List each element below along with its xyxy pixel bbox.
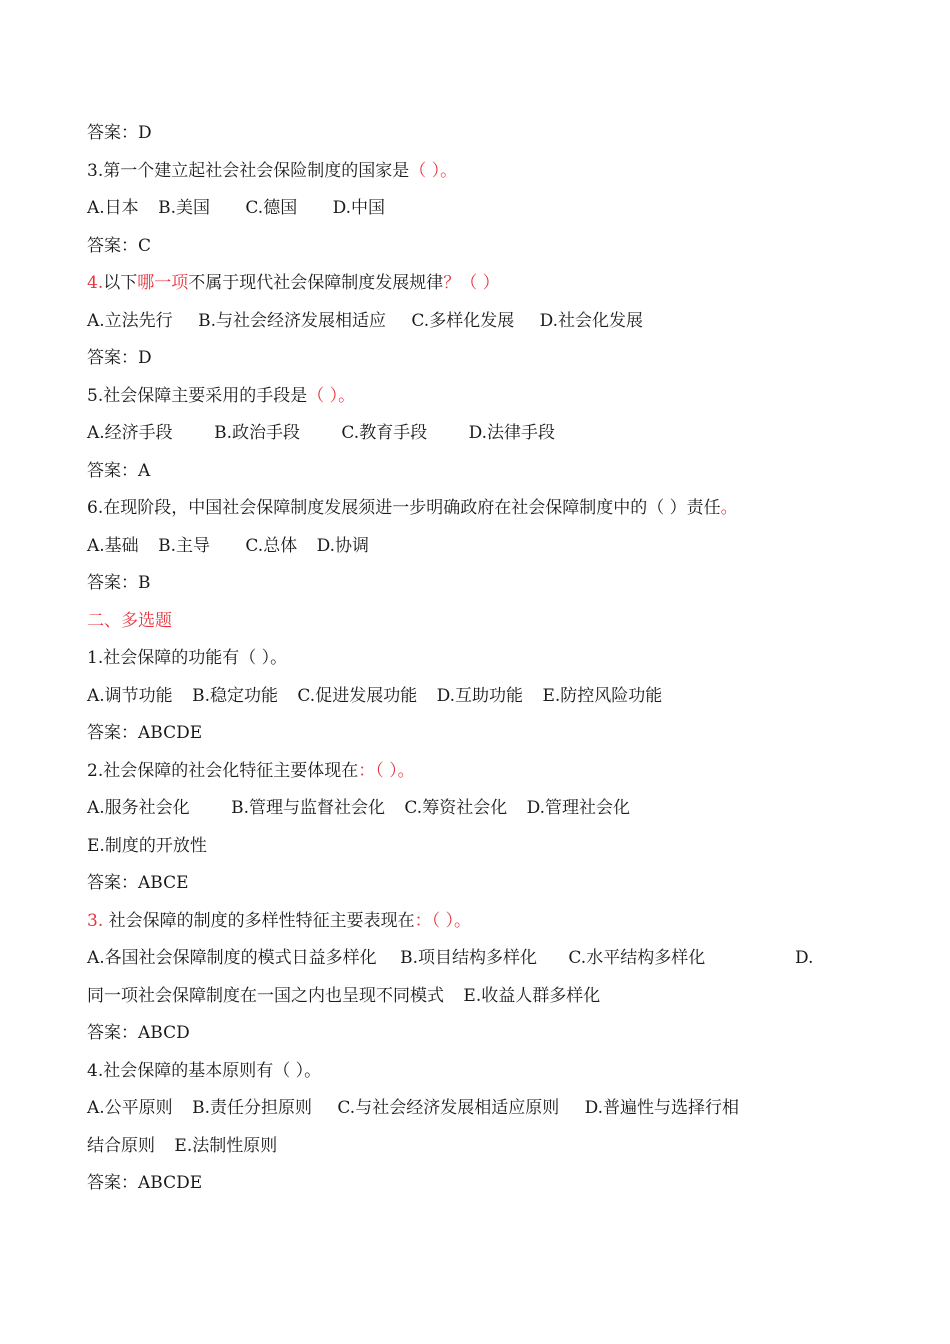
answer-text: 答案：ABCD bbox=[87, 1023, 190, 1043]
answer-text: 答案：D bbox=[87, 348, 152, 368]
document-page bbox=[87, 118, 827, 1206]
question-text: 2.社会保障的社会化特征主要体现在 bbox=[87, 760, 359, 781]
question-blank: ？（ ） bbox=[443, 273, 500, 293]
options-q6 bbox=[87, 531, 827, 569]
options-m3 bbox=[87, 943, 827, 981]
options-q5 bbox=[87, 418, 827, 456]
answer-text: 答案：A bbox=[87, 460, 151, 481]
option-b: B.管理与监督社会化 bbox=[231, 798, 385, 818]
option-c: C.促进发展功能 bbox=[297, 685, 418, 706]
option-e: E.法制性原则 bbox=[174, 1135, 278, 1156]
option-a: A.经济手段 bbox=[87, 423, 173, 443]
question-text: 6.在现阶段，中国社会保障制度发展须进一步明确政府在社会保障制度中的（ ）责任 bbox=[87, 498, 721, 518]
option-b: B.主导 bbox=[158, 535, 210, 556]
answer-line bbox=[87, 1018, 827, 1056]
multi-question-1 bbox=[87, 643, 827, 681]
option-d: D.协调 bbox=[316, 535, 370, 556]
option-b: B.美国 bbox=[158, 198, 210, 218]
option-d-text: 结合原则 bbox=[87, 1135, 155, 1156]
answer-text: 答案：B bbox=[87, 573, 151, 593]
options-m4 bbox=[87, 1093, 827, 1131]
question-blank: （ ）。 bbox=[307, 385, 356, 406]
option-a: A.日本 bbox=[87, 198, 139, 218]
answer-text: 答案：ABCDE bbox=[87, 723, 203, 743]
option-c: C.多样化发展 bbox=[411, 310, 515, 331]
question-text: 4.社会保障的基本原则有（ ）。 bbox=[87, 1060, 322, 1081]
multi-question-3 bbox=[87, 906, 827, 944]
question-text: 3.第一个建立起社会社会保险制度的国家是 bbox=[87, 160, 410, 181]
answer-text: 答案：C bbox=[87, 235, 152, 256]
option-c: C.德国 bbox=[245, 198, 298, 218]
option-c: C.水平结构多样化 bbox=[568, 948, 706, 968]
answer-text: 答案：ABCDE bbox=[87, 1173, 203, 1193]
option-d: D.法律手段 bbox=[468, 423, 556, 443]
option-d: D.普遍性与选择行相 bbox=[584, 1098, 740, 1118]
option-d: D.中国 bbox=[332, 198, 386, 218]
question-highlight: 哪一项 bbox=[137, 273, 189, 293]
option-d: D.互助功能 bbox=[436, 685, 524, 706]
option-e: E.制度的开放性 bbox=[87, 835, 207, 856]
question-end: 。 bbox=[720, 498, 738, 518]
option-d: D.管理社会化 bbox=[526, 798, 631, 818]
question-text: 5.社会保障主要采用的手段是 bbox=[87, 385, 308, 406]
answer-text: 答案：D bbox=[87, 123, 152, 143]
option-d-text: 同一项社会保障制度在一国之内也呈现不同模式 bbox=[87, 985, 444, 1006]
option-c: C.教育手段 bbox=[341, 423, 428, 443]
option-a: A.基础 bbox=[87, 535, 139, 556]
answer-line bbox=[87, 118, 827, 156]
question-4 bbox=[87, 268, 827, 306]
question-blank: （ ）。 bbox=[409, 160, 458, 181]
answer-line bbox=[87, 456, 827, 494]
option-b: B.稳定功能 bbox=[192, 685, 278, 706]
answer-line bbox=[87, 343, 827, 381]
option-a: A.立法先行 bbox=[87, 310, 173, 331]
answer-line bbox=[87, 718, 827, 756]
question-text-pre: 以下 bbox=[103, 273, 138, 293]
question-6 bbox=[87, 493, 827, 531]
multi-question-2 bbox=[87, 756, 827, 794]
question-blank: ：（ ）。 bbox=[414, 910, 472, 931]
option-a: A.各国社会保障制度的模式日益多样化 bbox=[87, 948, 377, 968]
options-m2-cont bbox=[87, 831, 827, 869]
option-b: B.责任分担原则 bbox=[192, 1098, 312, 1118]
option-c: C.与社会经济发展相适应原则 bbox=[337, 1098, 560, 1118]
option-d-label: D. bbox=[795, 948, 814, 968]
option-c: C.筹资社会化 bbox=[404, 798, 508, 818]
option-e: E.收益人群多样化 bbox=[463, 985, 601, 1006]
option-d: D.社会化发展 bbox=[539, 310, 644, 331]
answer-line bbox=[87, 1168, 827, 1206]
option-b: B.与社会经济发展相适应 bbox=[198, 310, 386, 331]
option-a: A.公平原则 bbox=[87, 1098, 173, 1118]
options-q3 bbox=[87, 193, 827, 231]
option-b: B.项目结构多样化 bbox=[400, 948, 537, 968]
answer-text: 答案：ABCE bbox=[87, 873, 189, 893]
question-blank: ：（ ）。 bbox=[358, 760, 415, 781]
options-m1 bbox=[87, 681, 827, 719]
answer-line bbox=[87, 868, 827, 906]
option-c: C.总体 bbox=[245, 535, 298, 556]
question-text: 1.社会保障的功能有（ ）。 bbox=[87, 648, 288, 668]
option-e: E.防控风险功能 bbox=[542, 685, 663, 706]
option-a: A.调节功能 bbox=[87, 685, 173, 706]
question-5 bbox=[87, 381, 827, 419]
question-text-post: 不属于现代社会保障制度发展规律 bbox=[188, 273, 444, 293]
question-3 bbox=[87, 156, 827, 194]
option-a: A.服务社会化 bbox=[87, 798, 190, 818]
question-number: 4. bbox=[87, 273, 104, 293]
question-number: 3. bbox=[87, 910, 104, 931]
options-m4-cont bbox=[87, 1131, 827, 1169]
options-q4 bbox=[87, 306, 827, 344]
multi-question-4 bbox=[87, 1056, 827, 1094]
section-title: 二、多选题 bbox=[87, 610, 172, 631]
answer-line bbox=[87, 568, 827, 606]
question-text: 社会保障的制度的多样性特征主要表现在 bbox=[103, 910, 415, 931]
option-b: B.政治手段 bbox=[214, 423, 300, 443]
answer-line bbox=[87, 231, 827, 269]
options-m2 bbox=[87, 793, 827, 831]
options-m3-cont bbox=[87, 981, 827, 1019]
